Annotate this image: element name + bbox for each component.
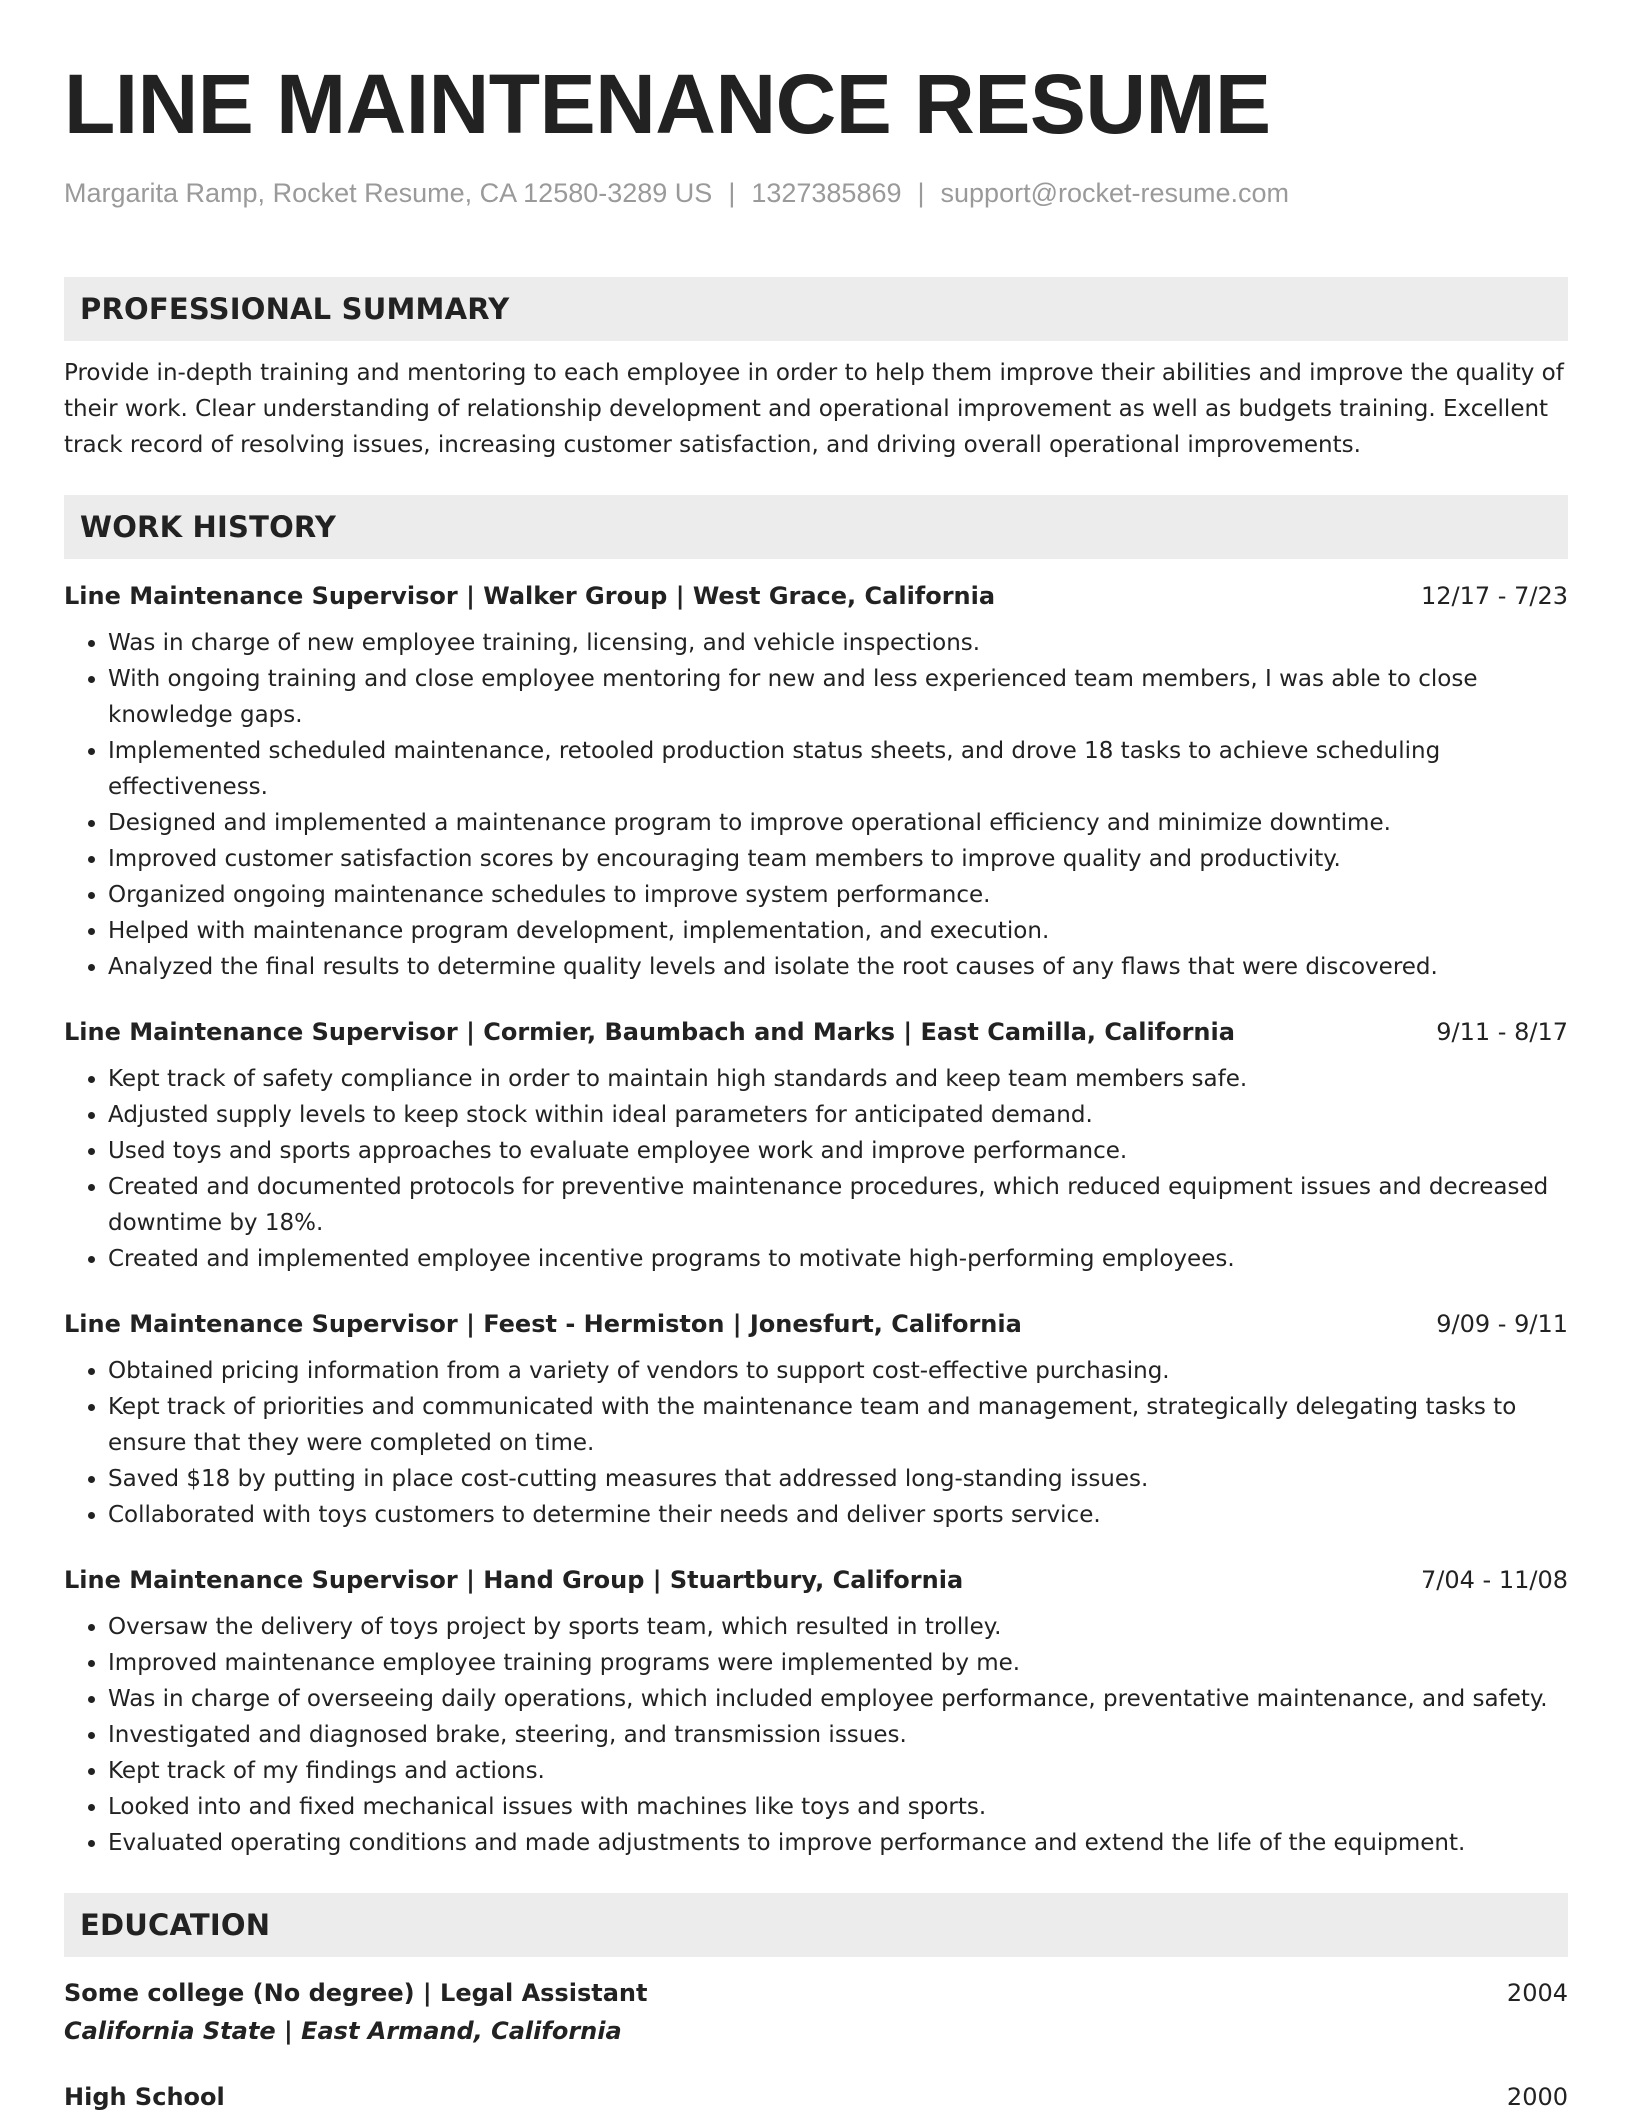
job-title: Line Maintenance Supervisor | Cormier, Baumbach and Marks | East Camilla, California	[64, 1018, 1235, 1046]
work-history-list	[64, 579, 1568, 1861]
job-bullet: • Organized ongoing maintenance schedules to improve system performance.	[108, 877, 1568, 913]
job-bullet: • Obtained pricing information from a variety of vendors to support cost-effective purchasing.	[108, 1353, 1568, 1389]
job-entry	[64, 579, 1568, 985]
job-entry	[64, 1307, 1568, 1533]
education-year: 2004	[1506, 1979, 1568, 2007]
job-title: Line Maintenance Supervisor | Hand Group | Stuartbury, California	[64, 1566, 964, 1594]
job-bullets	[64, 1353, 1568, 1533]
education-list	[64, 1975, 1568, 2115]
contact-email: support@rocket-resume.com	[940, 178, 1290, 208]
education-entry	[64, 1975, 1568, 2049]
job-bullet: • With ongoing training and close employee mentoring for new and less experienced team members, I was able to close knowledge gaps.	[108, 661, 1568, 733]
education-school: California State | East Armand, California	[64, 2017, 622, 2045]
job-bullet: • Saved $18 by putting in place cost-cutting measures that addressed long-standing issues.	[108, 1461, 1568, 1497]
job-header	[64, 1015, 1568, 1049]
job-dates: 12/17 - 7/23	[1421, 582, 1568, 610]
contact-phone: 1327385869	[751, 178, 902, 208]
job-bullet: • Kept track of safety compliance in order to maintain high standards and keep team members safe.	[108, 1061, 1568, 1097]
job-bullet: • Improved customer satisfaction scores by encouraging team members to improve quality and productivity.	[108, 841, 1568, 877]
job-bullet: • Used toys and sports approaches to evaluate employee work and improve performance.	[108, 1133, 1568, 1169]
job-bullet: • Adjusted supply levels to keep stock within ideal parameters for anticipated demand.	[108, 1097, 1568, 1133]
job-bullet: • Improved maintenance employee training programs were implemented by me.	[108, 1645, 1568, 1681]
contact-separator: |	[917, 178, 925, 208]
contact-line	[64, 178, 1568, 209]
job-bullet: • Was in charge of new employee training, licensing, and vehicle inspections.	[108, 625, 1568, 661]
job-bullet: • Designed and implemented a maintenance program to improve operational efficiency and minimize downtime.	[108, 805, 1568, 841]
job-bullet: • Created and implemented employee incentive programs to motivate high-performing employees.	[108, 1241, 1568, 1277]
job-bullets	[64, 1061, 1568, 1277]
job-header	[64, 579, 1568, 613]
summary-text: Provide in-depth training and mentoring to each employee in order to help them improve their abilities and improve the quality of their work. Clear understanding of relationship development and operational improvement as well as budgets training. Excellent track record of resolving issues, increasing customer satisfaction, and driving overall operational improvements.	[64, 360, 1564, 458]
education-degree: Some college (No degree) | Legal Assistant	[64, 1979, 648, 2007]
job-bullet: • Looked into and fixed mechanical issues with machines like toys and sports.	[108, 1789, 1568, 1825]
job-dates: 9/11 - 8/17	[1436, 1018, 1568, 1046]
job-dates: 7/04 - 11/08	[1421, 1566, 1568, 1594]
job-bullet: • Investigated and diagnosed brake, steering, and transmission issues.	[108, 1717, 1568, 1753]
education-entry	[64, 2079, 1568, 2115]
job-bullets	[64, 625, 1568, 985]
education-heading: EDUCATION	[64, 1893, 1568, 1957]
job-bullet: • Was in charge of overseeing daily operations, which included employee performance, preventative maintenance, and safety.	[108, 1681, 1568, 1717]
contact-separator: |	[728, 178, 736, 208]
job-bullet: • Created and documented protocols for preventive maintenance procedures, which reduced equipment issues and decreased downtime by 18%.	[108, 1169, 1568, 1241]
job-title: Line Maintenance Supervisor | Walker Group | West Grace, California	[64, 582, 996, 610]
resume-title: LINE MAINTENANCE RESUME	[64, 57, 1271, 151]
job-bullet: • Collaborated with toys customers to determine their needs and deliver sports service.	[108, 1497, 1568, 1533]
contact-address: Margarita Ramp, Rocket Resume, CA 12580-3289 US	[64, 178, 713, 208]
job-bullet: • Implemented scheduled maintenance, retooled production status sheets, and drove 18 tasks to achieve scheduling effectiveness.	[108, 733, 1568, 805]
job-entry	[64, 1015, 1568, 1277]
education-header	[64, 2079, 1568, 2115]
job-dates: 9/09 - 9/11	[1436, 1310, 1568, 1338]
job-bullet: • Oversaw the delivery of toys project by sports team, which resulted in trolley.	[108, 1609, 1568, 1645]
job-bullet: • Evaluated operating conditions and made adjustments to improve performance and extend the life of the equipment.	[108, 1825, 1568, 1861]
job-header	[64, 1307, 1568, 1341]
job-title: Line Maintenance Supervisor | Feest - Hermiston | Jonesfurt, California	[64, 1310, 1022, 1338]
education-year: 2000	[1506, 2083, 1568, 2111]
job-entry	[64, 1563, 1568, 1861]
job-bullets	[64, 1609, 1568, 1861]
job-bullet: • Kept track of my findings and actions.	[108, 1753, 1568, 1789]
education-header	[64, 1975, 1568, 2011]
summary-heading: PROFESSIONAL SUMMARY	[64, 277, 1568, 341]
job-bullet: • Analyzed the final results to determine quality levels and isolate the root causes of any flaws that were discovered.	[108, 949, 1568, 985]
job-header	[64, 1563, 1568, 1597]
education-degree: High School	[64, 2083, 225, 2111]
job-bullet: • Helped with maintenance program development, implementation, and execution.	[108, 913, 1568, 949]
job-bullet: • Kept track of priorities and communicated with the maintenance team and management, strategically delegating tasks to ensure that they were completed on time.	[108, 1389, 1568, 1461]
work-history-heading: WORK HISTORY	[64, 495, 1568, 559]
